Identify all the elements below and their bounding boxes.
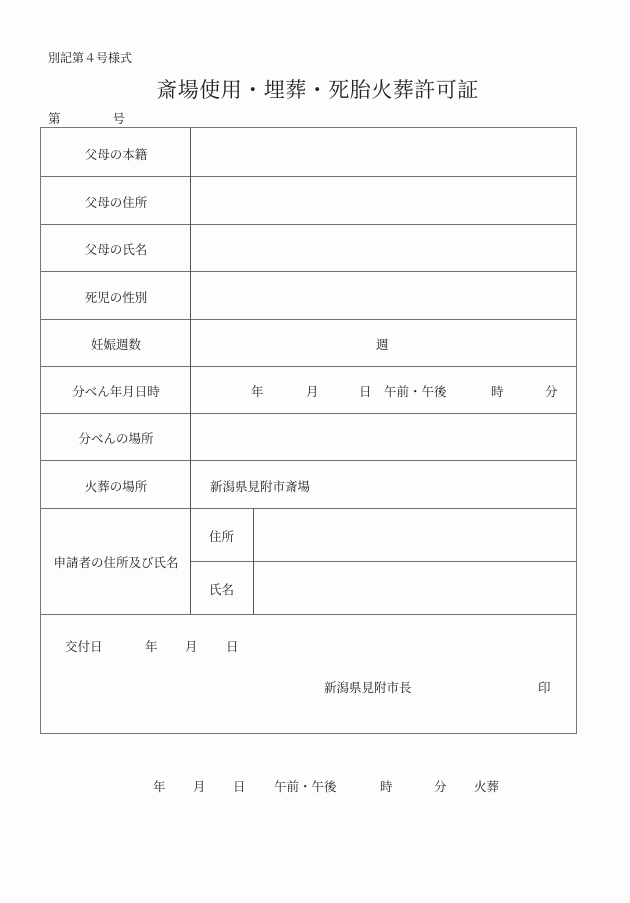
document-title: 斎場使用・埋葬・死胎火葬許可証 xyxy=(156,78,479,102)
parents-address-field[interactable] xyxy=(192,177,576,224)
dt-day: 日 xyxy=(359,384,372,399)
seal-mark: 印 xyxy=(538,680,551,695)
label-applicant: 申請者の住所及び氏名 xyxy=(53,555,179,570)
stillborn-sex-field[interactable] xyxy=(192,272,576,319)
label-delivery-datetime: 分べん年月日時 xyxy=(72,384,160,399)
number-prefix: 第 xyxy=(48,111,61,126)
form-code: 別記第４号様式 xyxy=(48,51,133,65)
label-parents-domicile: 父母の本籍 xyxy=(84,147,148,162)
label-parents-address: 父母の住所 xyxy=(84,195,148,210)
row-divider xyxy=(41,460,576,461)
label-stillborn-sex: 死児の性別 xyxy=(84,290,148,305)
dt-year: 年 xyxy=(251,384,264,399)
row-divider xyxy=(41,319,576,320)
dt-minute: 分 xyxy=(545,384,558,399)
row-divider xyxy=(41,614,576,615)
permit-table xyxy=(40,127,577,734)
cremation-place-value: 新潟県見附市斎場 xyxy=(210,479,311,494)
footer-day: 日 xyxy=(233,779,246,794)
label-gestation-weeks: 妊娠週数 xyxy=(90,337,141,352)
permit-number-line xyxy=(48,109,125,127)
dt-ampm: 午前・午後 xyxy=(384,384,447,399)
column-divider xyxy=(253,508,254,614)
footer-ampm: 午前・午後 xyxy=(274,779,337,794)
issue-year: 年 xyxy=(145,639,158,654)
parents-name-field[interactable] xyxy=(192,225,576,271)
footer-minute: 分 xyxy=(434,779,447,794)
issuer-name: 新潟県見附市長 xyxy=(324,680,412,695)
footer-year: 年 xyxy=(153,779,166,794)
applicant-name-field[interactable] xyxy=(255,562,576,614)
label-cremation-place: 火葬の場所 xyxy=(84,479,148,494)
footer-hour: 時 xyxy=(380,779,393,794)
issue-month: 月 xyxy=(185,639,198,654)
dt-hour: 時 xyxy=(491,384,504,399)
footer-month: 月 xyxy=(193,779,206,794)
applicant-address-field[interactable] xyxy=(255,509,576,561)
dt-month: 月 xyxy=(306,384,319,399)
parents-domicile-field[interactable] xyxy=(192,128,576,176)
issue-day: 日 xyxy=(226,639,239,654)
number-suffix: 号 xyxy=(112,111,126,126)
gestation-weeks-unit: 週 xyxy=(376,337,389,352)
label-applicant-name: 氏名 xyxy=(209,582,235,597)
delivery-place-field[interactable] xyxy=(192,414,576,460)
footer-action: 火葬 xyxy=(474,779,500,794)
label-delivery-place: 分べんの場所 xyxy=(78,431,154,446)
label-parents-name: 父母の氏名 xyxy=(84,242,148,257)
label-applicant-address: 住所 xyxy=(209,529,235,544)
row-divider xyxy=(41,366,576,367)
label-issue-date: 交付日 xyxy=(65,639,103,654)
